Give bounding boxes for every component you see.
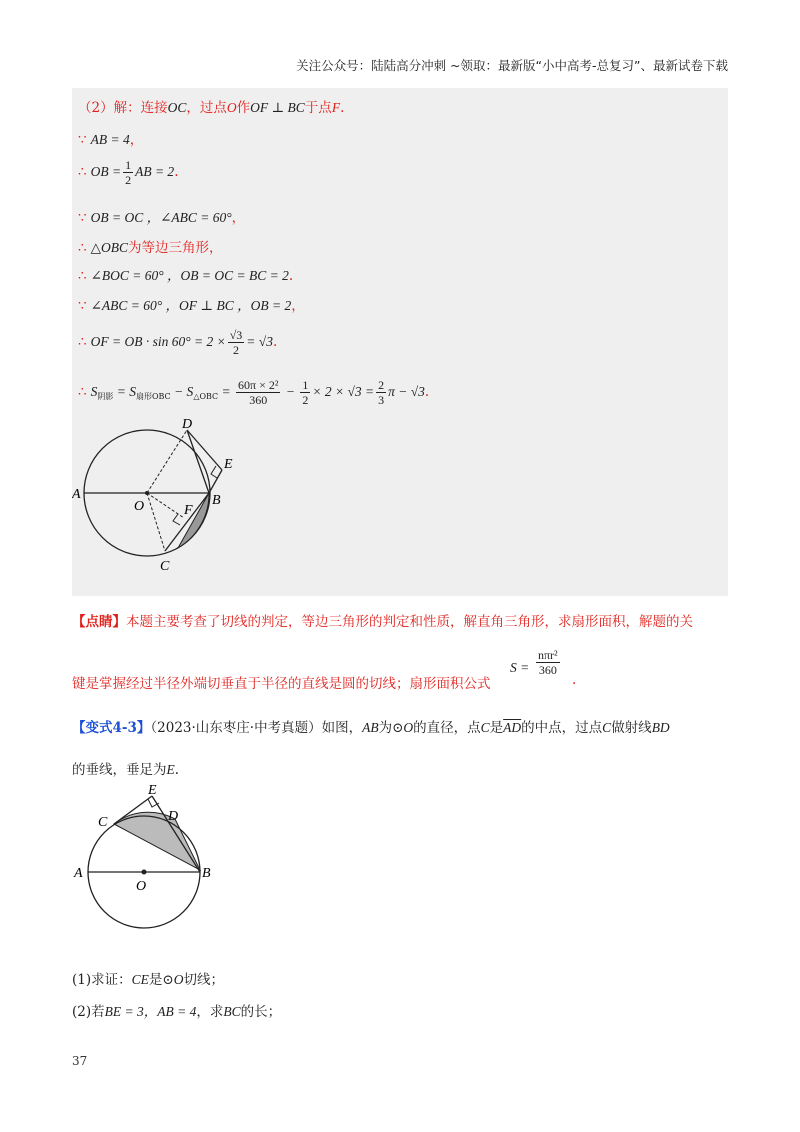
math-s: S (90, 384, 98, 399)
fraction-sector-area (236, 378, 280, 407)
therefore-symbol: ∴ (78, 240, 87, 256)
figure-1-circle-diagram (72, 418, 272, 588)
math-ce: CE (131, 972, 149, 987)
sub-shaded: 阴影 (97, 392, 114, 401)
solution-line-6 (78, 264, 293, 284)
punct: . (174, 762, 180, 778)
because-symbol: ∵ (78, 132, 87, 148)
solution-line-9: ∴ $S_{阴影} = S_{扇形OBC} - S_{\triangle OBC}$ = $\frac{\text{60π × 2²}}{360}$ − $\frac{1}{2}$ × 2 × √3 = $\frac{2}{3}$ π − √3. (78, 378, 430, 407)
solution-line-7 (78, 294, 305, 314)
frac-den: 2 (233, 343, 239, 357)
text-shi: 是 (148, 972, 163, 988)
text-find: ，求 (196, 1004, 224, 1020)
therefore-symbol: ∴ (78, 384, 87, 400)
formula-s: S = (510, 660, 530, 675)
variant-line-2 (72, 758, 179, 778)
q2-suffix: 的长； (240, 1004, 282, 1020)
math-eq-sqrt3: = √3 (246, 334, 273, 349)
label-d: D (168, 809, 179, 824)
variant-tag: 【变式4-3】 (72, 720, 151, 736)
text-shi: 是 (489, 720, 504, 736)
question-2 (72, 1000, 281, 1020)
text-midpoint: 的中点，过点 (521, 720, 603, 736)
shaded-region (114, 812, 200, 870)
frac-num: 1 (125, 158, 132, 172)
page-header: 关注公众号：陆陆高分冲刺 ~领取：最新版“小中高考-总复习”、最新试卷下载 (296, 58, 728, 73)
solution-line-4 (78, 206, 245, 226)
math-be-ab: BE = 3，AB = 4 (104, 1004, 197, 1019)
frac-den: 2 (125, 173, 132, 187)
question-1 (72, 968, 224, 988)
comment-line-2 (72, 648, 577, 692)
page-number: 37 (72, 1054, 88, 1068)
therefore-symbol: ∴ (78, 334, 87, 350)
variant-source: （2023·山东枣庄·中考真题）如图， (150, 720, 363, 736)
punct: ， (129, 132, 144, 148)
therefore-symbol: ∴ (78, 164, 87, 180)
comment-text-1: 本题主要考查了切线的判定，等边三角形的判定和性质，解直角三角形，求扇形面积，解题的关 (126, 614, 693, 630)
math-triangle-obc: △OBC (90, 240, 128, 255)
solution-block (72, 88, 728, 596)
therefore-symbol: ∴ (78, 268, 87, 284)
math-circle-o: ⊙O (392, 720, 414, 735)
segment-oc (147, 493, 165, 551)
math-of-perp-bc: OF ⊥ BC (250, 100, 305, 115)
sub-sector: 扇形OBC (135, 392, 171, 401)
math-ab-eq-4: AB = 4 (90, 132, 130, 147)
center-dot (145, 491, 149, 495)
label-c: C (98, 815, 108, 830)
label-o: O (136, 879, 147, 894)
label-f: F (184, 503, 193, 518)
frac-num: 2 (378, 378, 385, 392)
solution-line-5 (78, 236, 222, 256)
label-b: B (212, 493, 221, 508)
math-bd: BD (651, 720, 670, 735)
segment-db (187, 430, 209, 493)
text-draw: 作 (236, 100, 251, 116)
math-mid: × 2 × √3 = (312, 384, 375, 399)
math-oc: OC (167, 100, 187, 115)
math-arc-ad: $\overline{AD}$ (503, 720, 522, 735)
label-b: B (202, 866, 211, 881)
punct: . (288, 268, 294, 284)
frac-num: √3 (229, 328, 243, 342)
fraction-sqrt3-2 (228, 328, 245, 357)
math-of-eq: OF = OB · sin 60° = 2 × (90, 334, 226, 349)
fraction-half (123, 158, 133, 187)
label-d: D (182, 418, 193, 432)
q1-prefix: (1)求证： (72, 972, 132, 988)
math-ab-eq-2: AB = 2 (135, 164, 175, 179)
punct: ， (291, 298, 305, 314)
comment-text-2: 键是掌握经过半径外端切垂直于半径的直线是圆的切线；扇形面积公式 (72, 676, 491, 692)
text-wei: 为 (378, 720, 393, 736)
label-o: O (134, 499, 145, 514)
q2-prefix: (2)若 (72, 1004, 105, 1020)
text-equilateral: 为等边三角形 (127, 240, 209, 256)
math-ob-oc-angle: OB = OC ，∠ABC = 60° (90, 210, 232, 225)
text-through-point: ，过点 (186, 100, 227, 116)
figure-2-circle-diagram (72, 780, 232, 940)
text-perpendicular: 的垂线，垂足为 (72, 762, 167, 778)
math-angle-boc: ∠BOC = 60° ，OB = OC = BC = 2 (90, 268, 289, 283)
right-angle-f (173, 514, 180, 525)
punct: . (272, 334, 278, 350)
solution-line-8 (78, 328, 277, 357)
punct: ， (208, 240, 223, 256)
sub-triangle: △OBC (193, 392, 219, 401)
math-angle-abc: ∠ABC = 60° ，OF ⊥ BC ，OB = 2 (90, 298, 292, 313)
math-o: O (226, 100, 237, 115)
because-symbol: ∵ (78, 210, 87, 226)
frac-num: 1 (302, 378, 309, 392)
math-e: E (166, 762, 175, 777)
comment-tag: 【点睛】 (72, 614, 126, 630)
math-result: π − √3 (388, 384, 425, 399)
frac-den: 360 (538, 663, 557, 677)
math-circle-o: ⊙O (162, 972, 184, 987)
variant-line-1 (72, 716, 670, 736)
because-symbol: ∵ (78, 298, 87, 314)
comment-line-1 (72, 610, 693, 630)
punct: ， (231, 210, 246, 226)
q1-suffix: 切线； (183, 972, 224, 988)
punct: . (424, 384, 430, 400)
fraction-two-thirds (376, 378, 386, 407)
right-angle-e (148, 799, 159, 807)
text-at-point: 于点 (304, 100, 332, 116)
frac-den: 2 (302, 393, 309, 407)
math-bc: BC (223, 1004, 241, 1019)
solution-line-2 (78, 128, 143, 148)
frac-num: 60π × 2² (238, 378, 279, 392)
math-f: F (331, 100, 341, 115)
solution-line-3 (78, 158, 178, 187)
label-e: E (148, 783, 157, 798)
label-c: C (160, 559, 170, 574)
frac-den: 3 (378, 393, 385, 407)
math-c: C (480, 720, 490, 735)
segment-of (147, 493, 184, 518)
right-angle-e (211, 466, 217, 478)
punct: . (572, 672, 577, 688)
solution-line-1 (78, 96, 344, 116)
math-ab: AB (362, 720, 379, 735)
label-e: E (224, 457, 233, 472)
formula-fraction (536, 648, 560, 677)
frac-num: nπr² (538, 648, 558, 662)
text-ray: 做射线 (611, 720, 652, 736)
punct: . (340, 100, 345, 116)
label-a: A (72, 487, 81, 502)
solution-intro: （2）解：连接 (78, 100, 168, 116)
label-a: A (74, 866, 83, 881)
punct: . (174, 164, 179, 180)
fraction-half-2 (300, 378, 310, 407)
math-c: C (602, 720, 612, 735)
text-diameter: 的直径，点 (413, 720, 481, 736)
center-dot (142, 870, 147, 875)
math-ob-eq: OB = (90, 164, 122, 179)
frac-den: 360 (249, 393, 268, 407)
